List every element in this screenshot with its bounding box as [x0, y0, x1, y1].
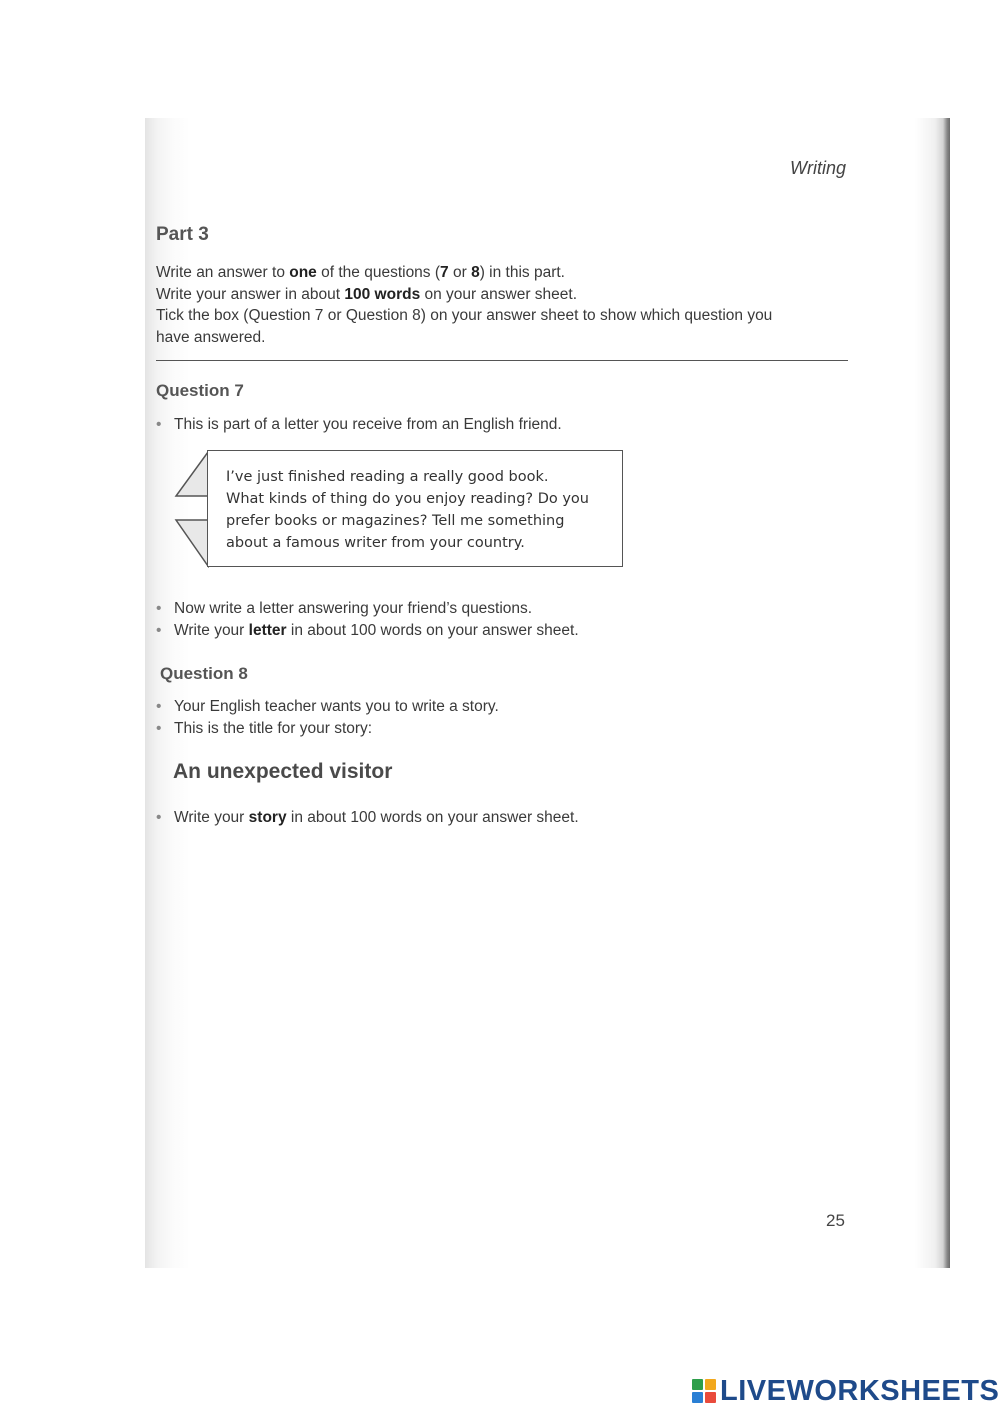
- instruction-line-2: Write your answer in about 100 words on your answer sheet.: [156, 285, 578, 303]
- brand-watermark: [692, 1374, 999, 1408]
- letter-fold-icon: [174, 450, 210, 568]
- question-8-bullet-3: • Write your story in about 100 words on your answer sheet.: [156, 809, 579, 826]
- brand-logo-icon: [692, 1379, 716, 1403]
- instruction-line-4: have answered.: [156, 328, 266, 346]
- bullet-icon: •: [156, 622, 162, 639]
- question-7-title: Question 7: [156, 381, 244, 400]
- bullet-icon: •: [156, 698, 162, 715]
- question-8-bullet-1: • Your English teacher wants you to write a story.: [156, 698, 499, 715]
- instruction-line-1: Write an answer to one of the questions (7 or 8) in this part.: [156, 264, 565, 281]
- bullet-icon: •: [156, 600, 162, 617]
- question-8-bullet-2: • This is the title for your story:: [156, 720, 373, 737]
- bullet-icon: •: [156, 720, 162, 737]
- question-7-bullet-3: • Write your letter in about 100 words on your answer sheet.: [156, 622, 579, 639]
- brand-name: LIVEWORKSHEETS: [720, 1374, 1000, 1407]
- letter-line: I’ve just finished reading a really good book.: [226, 469, 549, 485]
- bullet-icon: •: [156, 416, 162, 433]
- instructions: [156, 262, 836, 348]
- letter-line: prefer books or magazines? Tell me something: [226, 513, 565, 529]
- story-title: An unexpected visitor: [173, 760, 393, 783]
- section-header: Writing: [790, 158, 847, 178]
- letter-line: What kinds of thing do you enjoy reading? Do you: [226, 491, 589, 507]
- letter-text: [226, 466, 616, 554]
- instruction-line-3: Tick the box (Question 7 or Question 8) on your answer sheet to show which question you: [156, 307, 773, 324]
- question-7-bullet-2: • Now write a letter answering your friend’s questions.: [156, 600, 533, 617]
- letter-line: about a famous writer from your country.: [226, 535, 525, 551]
- part-title: Part 3: [156, 224, 209, 245]
- question-8-title: Question 8: [160, 664, 248, 683]
- divider: [156, 360, 848, 361]
- bullet-icon: •: [156, 809, 162, 826]
- question-7-intro: • This is part of a letter you receive from an English friend.: [156, 416, 562, 433]
- page-number: 25: [826, 1211, 845, 1230]
